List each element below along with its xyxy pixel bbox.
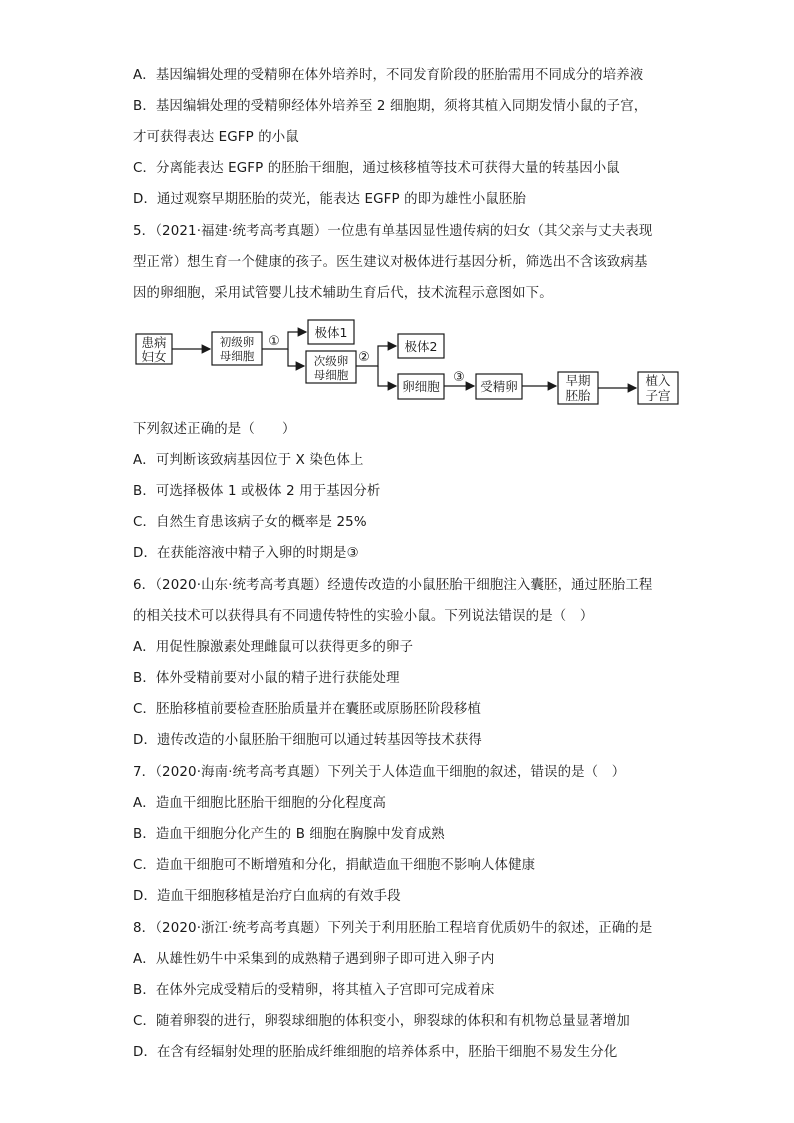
q5-stem-line2: 型正常）想生育一个健康的孩子。医生建议对极体进行基因分析，筛选出不含该致病基 xyxy=(133,255,648,270)
q8-option-c: C．随着卵裂的进行，卵裂球细胞的体积变小，卵裂球的体积和有机物总量显著增加 xyxy=(133,1014,630,1029)
q5-option-b: B．可选择极体 1 或极体 2 用于基因分析 xyxy=(133,484,381,499)
polar-body-1-label: 极体1 xyxy=(314,325,348,340)
q6-option-d: D．遗传改造的小鼠胚胎干细胞可以通过转基因等技术获得 xyxy=(133,733,482,748)
q7-option-c: C．造血干细胞可不断增殖和分化，捐献造血干细胞不影响人体健康 xyxy=(133,858,536,873)
q4-option-b-cont: 才可获得表达 EGFP 的小鼠 xyxy=(133,130,299,145)
step-1-marker: ① xyxy=(268,334,280,349)
q5-stem-line1: 5．（2021·福建·统考高考真题）一位患有单基因显性遗传病的妇女（其父亲与丈夫表现 xyxy=(133,224,653,239)
zygote-label: 受精卵 xyxy=(480,379,518,394)
q6-stem-line2: 的相关技术可以获得具有不同遗传特性的实验小鼠。下列说法错误的是（ ） xyxy=(133,609,594,624)
arrow-to-egg xyxy=(378,366,396,386)
q4-option-d: D．通过观察早期胚胎的荧光，能表达 EGFP 的即为雄性小鼠胚胎 xyxy=(133,192,527,207)
q7-option-a: A．造血干细胞比胚胎干细胞的分化程度高 xyxy=(133,796,387,811)
q5-option-a: A．可判断该致病基因位于 X 染色体上 xyxy=(133,453,364,468)
q6-option-c: C．胚胎移植前要检查胚胎质量并在囊胚或原肠胚阶段移植 xyxy=(133,702,482,717)
step-2-marker: ② xyxy=(358,350,370,365)
q5-stem-line3: 因的卵细胞，采用试管婴儿技术辅助生育后代，技术流程示意图如下。 xyxy=(133,286,553,301)
secondary-oocyte-label-2: 母细胞 xyxy=(313,368,349,382)
patient-label-1: 患病 xyxy=(141,335,167,350)
q6-option-a: A．用促性腺激素处理雌鼠可以获得更多的卵子 xyxy=(133,640,414,655)
q4-option-a: A．基因编辑处理的受精卵在体外培养时，不同发育阶段的胚胎需用不同成分的培养液 xyxy=(133,68,644,83)
primary-oocyte-label-2: 母细胞 xyxy=(219,349,255,363)
early-embryo-label-1: 早期 xyxy=(565,373,591,388)
step-3-marker: ③ xyxy=(453,370,465,385)
egg-label: 卵细胞 xyxy=(402,379,440,394)
q8-option-b: B．在体外完成受精后的受精卵，将其植入子宫即可完成着床 xyxy=(133,983,495,998)
secondary-oocyte-label-1: 次级卵 xyxy=(313,354,349,368)
technique-flow-diagram xyxy=(128,318,718,410)
implant-label-1: 植入 xyxy=(645,373,671,388)
primary-oocyte-label-1: 初级卵 xyxy=(219,335,255,349)
q7-option-b: B．造血干细胞分化产生的 B 细胞在胸腺中发育成熟 xyxy=(133,827,445,842)
q7-stem: 7．（2020·海南·统考高考真题）下列关于人体造血干细胞的叙述，错误的是（ ） xyxy=(133,765,626,780)
q8-option-d: D．在含有经辐射处理的胚胎成纤维细胞的培养体系中，胚胎干细胞不易发生分化 xyxy=(133,1045,618,1060)
q5-option-d: D．在获能溶液中精子入卵的时期是③ xyxy=(133,546,359,561)
patient-label-2: 妇女 xyxy=(141,349,167,364)
q7-option-d: D．造血干细胞移植是治疗白血病的有效手段 xyxy=(133,889,401,904)
arrow-to-secondary-oocyte xyxy=(288,349,304,366)
q6-option-b: B．体外受精前要对小鼠的精子进行获能处理 xyxy=(133,671,400,686)
q6-stem-line1: 6．（2020·山东·统考高考真题）经遗传改造的小鼠胚胎干细胞注入囊胚，通过胚胎工程 xyxy=(133,578,653,593)
q4-option-c: C．分离能表达 EGFP 的胚胎干细胞，通过核移植等技术可获得大量的转基因小鼠 xyxy=(133,161,620,176)
implant-label-2: 子宫 xyxy=(645,388,671,403)
early-embryo-label-2: 胚胎 xyxy=(565,388,591,403)
q8-option-a: A．从雄性奶牛中采集到的成熟精子遇到卵子即可进入卵子内 xyxy=(133,952,495,967)
q5-question: 下列叙述正确的是（ ） xyxy=(133,422,296,437)
q8-stem: 8．（2020·浙江·统考高考真题）下列关于利用胚胎工程培育优质奶牛的叙述，正确的是 xyxy=(133,921,653,936)
q5-option-c: C．自然生育患该病子女的概率是 25% xyxy=(133,515,367,530)
polar-body-2-label: 极体2 xyxy=(404,339,438,354)
q4-option-b: B．基因编辑处理的受精卵经体外培养至 2 细胞期，须将其植入同期发情小鼠的子宫， xyxy=(133,99,648,114)
